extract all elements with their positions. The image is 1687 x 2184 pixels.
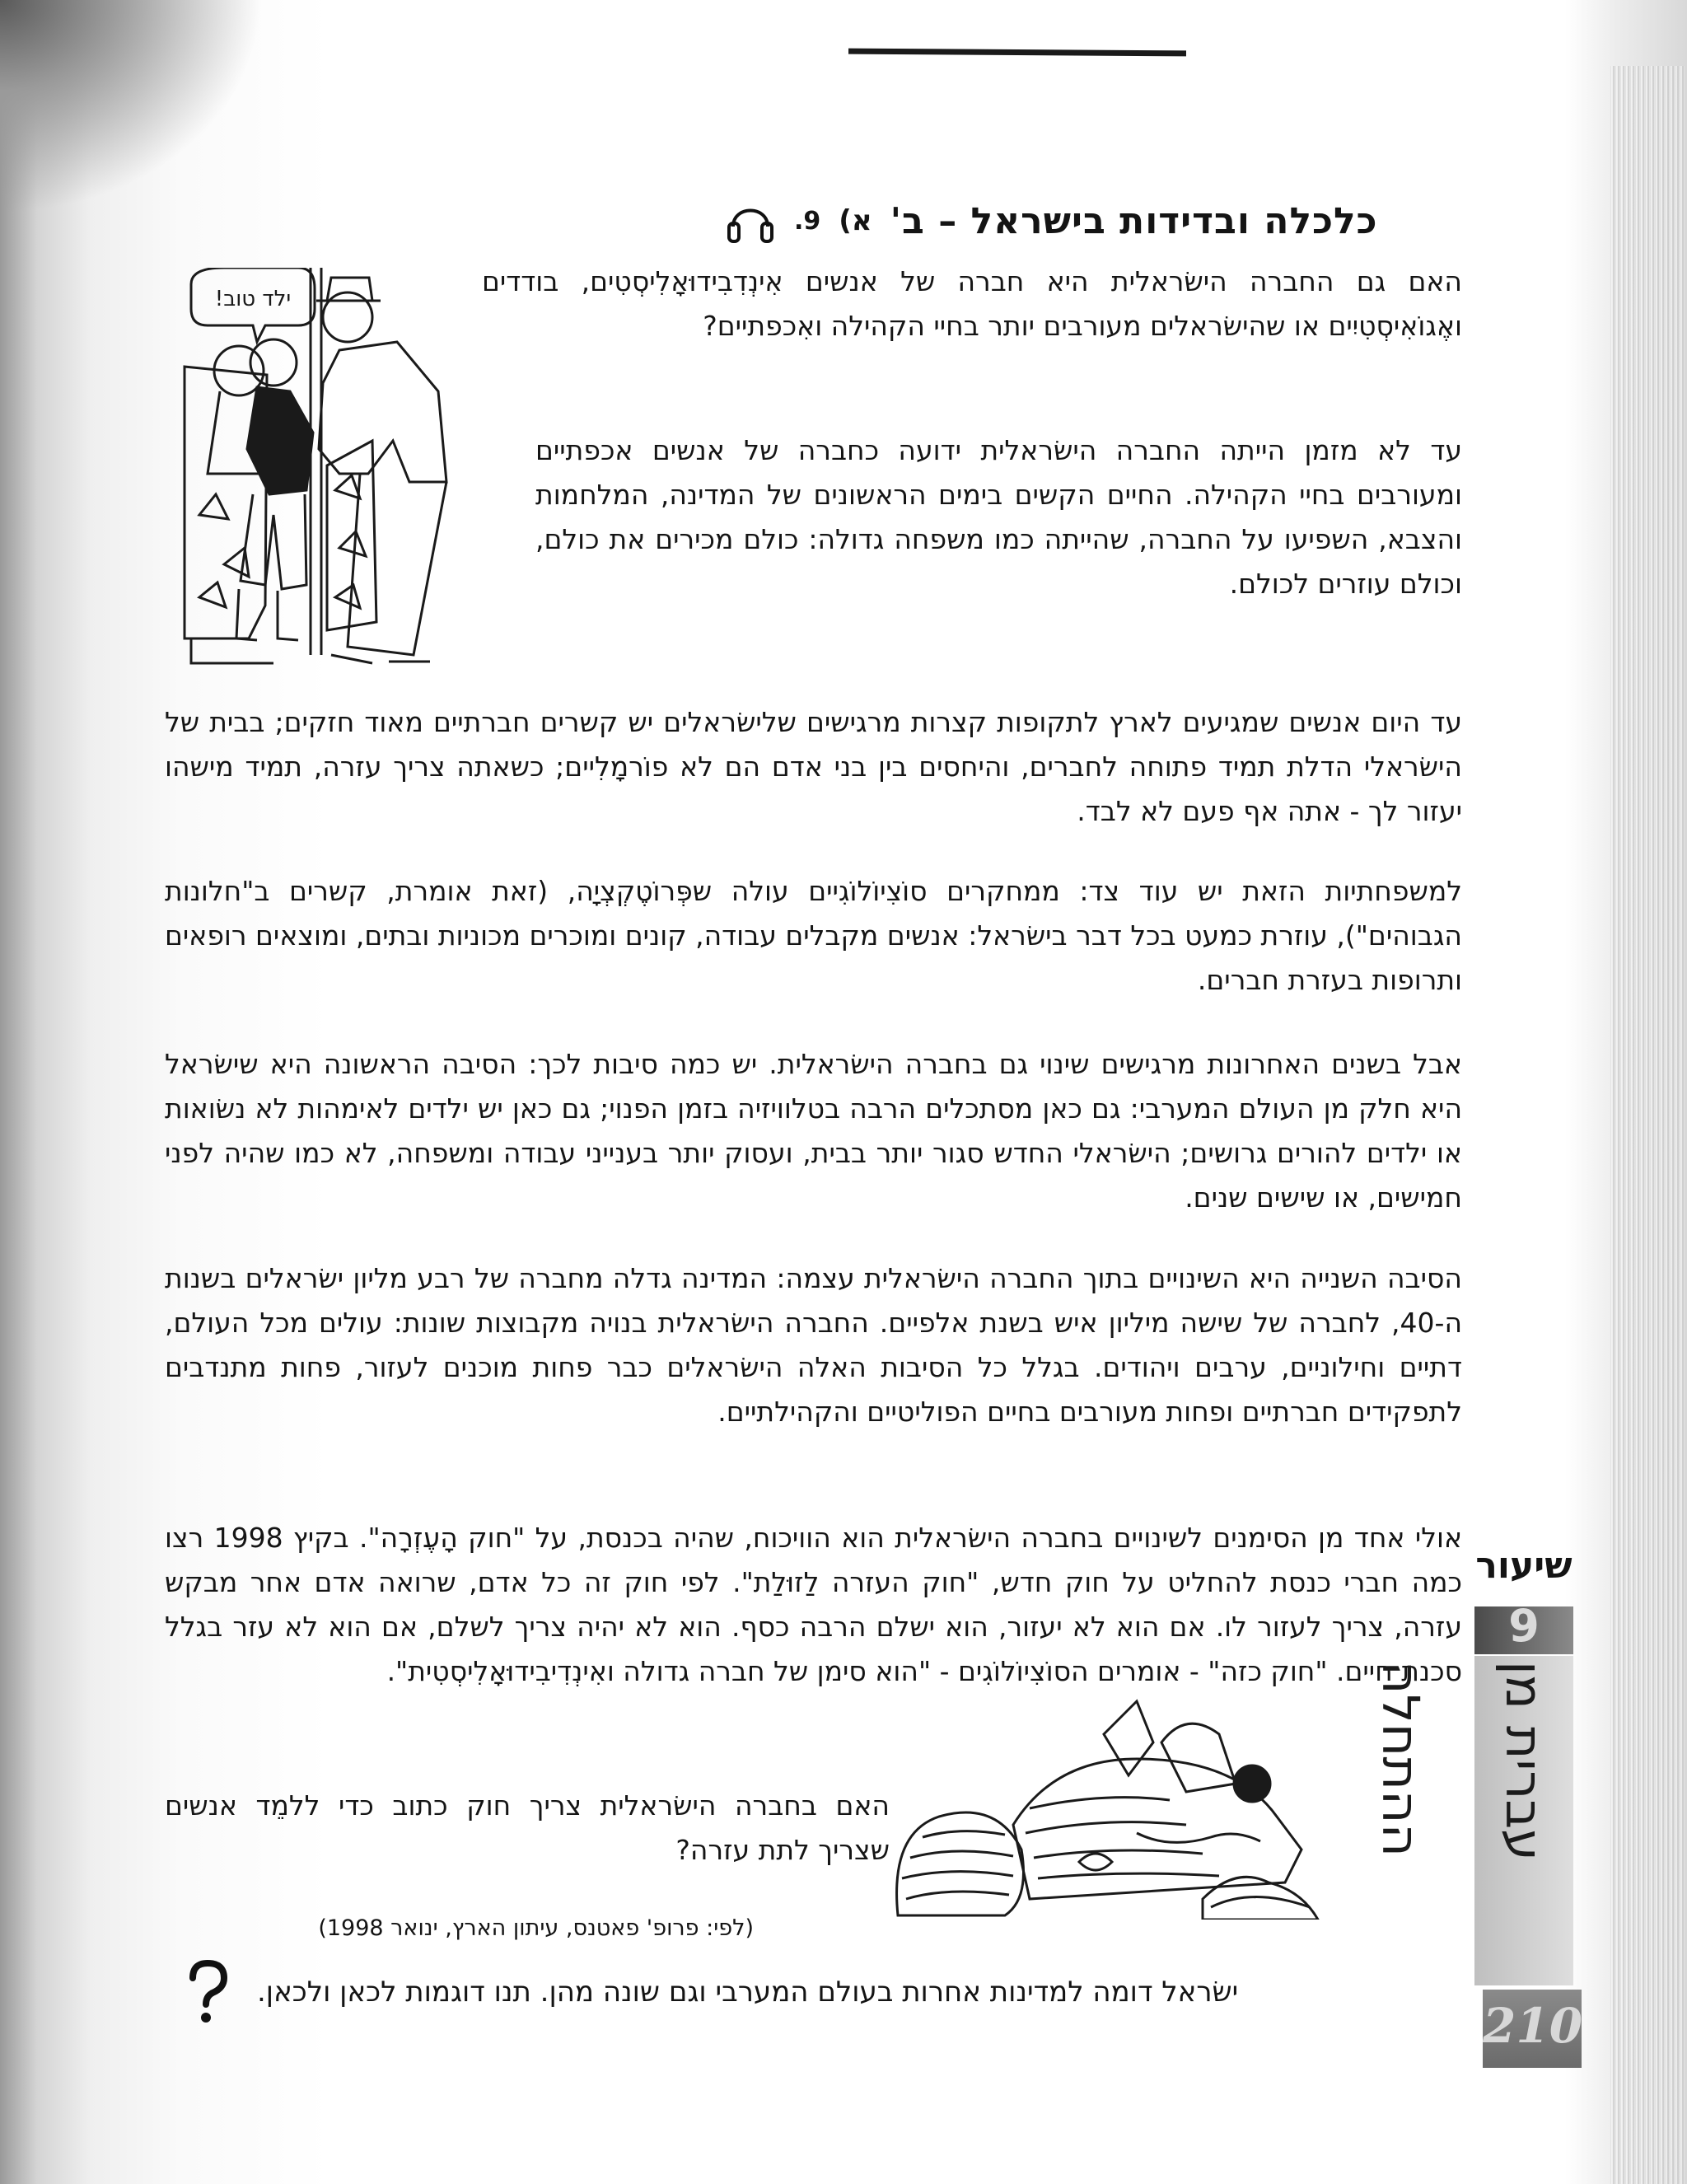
page-title: כלכלה ובדידות בישראל – ב'	[890, 199, 1378, 242]
paragraph-1: האם גם החברה הישׂראלית היא חברה של אנשים אִינְדִבִידוּאָלִיסְטִים, בודדים ואֶגוֹאִיסְטִיִים או שהישׂראלים מעורבים יותר בחיי הקהילה ואִכפתיים?	[482, 265, 1462, 342]
paragraph-5: אבל בשנים האחרונות מרגישים שינוי גם בחברה הישׂראלית. יש כמה סיבות לכך: הסיבה הראשונה היא שישׂראל היא חלק מן העולם המערבי: גם כאן מסתכלים הרבה בטלוויזיה בזמן הפנוי; גם כאן יש ילדים לאימהות לא נשׂואות או ילדים להורים גרושים; הישׂראלי החדש סגור יותר בבית, ועסוק יותר בענייני עבודה ומשפחה, לא כמו שהיה לפני חמישים, או שישים שנים.	[165, 1048, 1462, 1214]
exercise-header	[725, 188, 1466, 254]
headphones-icon	[725, 194, 776, 248]
sidebar-book-title: עברית מן ההתחלה	[1371, 1661, 1554, 1861]
paragraph-3: עד היום אנשים שמגיעים לארץ לתקופות קצרות מרגישים שלישׂראלים יש קשרים חברתיים מאוד חזקים; בבית של הישׂראלי הדלת תמיד פתוחה לחברים, והיחסים בין בני אדם הם לא פוֹרמָלִיים; כשאתה צריך עזרה, תמיד מישהו יעזור לך - אתה אף פעם לא לבד.	[165, 706, 1462, 827]
exercise-number: 9.	[794, 206, 821, 236]
source-citation: (לפי: פרופ' פאטנס, עיתון הארץ, ינואר 1998)	[318, 1915, 754, 1941]
question-mark-icon	[181, 1960, 232, 2024]
page-edges	[1610, 66, 1685, 2184]
question-text: ישׂראל דומה למדינות אחרות בעולם המערבי וגם שונה מהן. תנו דוגמות לכאן ולכאן.	[257, 1976, 1239, 2009]
sidebar-lesson-number: 9	[1508, 1600, 1540, 1652]
exercise-part: א)	[839, 204, 872, 237]
paragraph-2: עד לא מזמן הייתה החברה הישׂראלית ידועה כחברה של אנשים אכפתיים ומעורבים בחיי הקהילה. החיים הקשים בימים הראשונים של המדינה, המלחמות והצבא, השפיעו על החברה, שהייתה כמו משפחה גדולה: כולם מכירים את כולם, וכולם עוזרים לכולם.	[535, 434, 1462, 600]
speech-bubble-text: ילד טוב!	[214, 287, 292, 311]
paragraph-7: אולי אחד מן הסימנים לשינויים בחברה הישׂראלית הוא הוויכוח, שהיה בכנסת, על "חוק הָעֶזְרָה". בקיץ 1998 רצו כמה חברי כנסת להחליט על חוק חדש, "חוק העזרה לַזוּלַת". לפי חוק זה כל אדם, שרואה אדם אחר מבקש עזרה, צריך לעזור לו. אם הוא לא יעזור, הוא ישלם הרבה כסף. הוא לא יהיה צריך לשלם, אם הוא לא עזר בגלל סכנת חיים. "חוק כזה" - אומרים הסוֹצִיוֹלוֹגִים - "הוא סימן של חברה גדולה ואִינְדִיבִידוּאָלִיסְטִית".	[165, 1522, 1463, 1687]
paragraph-8: האם בחברה הישׂראלית צריך חוק כתוב כדי ללמֵד אנשים שצריך לתת עזרה?	[165, 1789, 890, 1866]
sidebar-lesson-label: שיעור	[1475, 1545, 1573, 1587]
discussion-question	[181, 1959, 1409, 2025]
paragraph-4: למשפחתיות הזאת יש עוד צד: ממחקרים סוֹצִיוֹלוֹגִיים עולה שפְּרוֹטֶקְצְיָה, (זאת אומרת, קשרים ב"חלונות הגבוהים"), עוזרת כמעט בכל דבר בישׂראל: אנשים מקבלים עבודה, קונים ומוכרים מכוניות ובתים, ומוצאים רופאים ותרופות בעזרת חברים.	[164, 875, 1462, 996]
sleeping-person-illustration	[890, 1685, 1326, 1920]
paragraph-6: הסיבה השנייה היא השינויים בתוך החברה הישׂראלית עצמה: המדינה גדלה מחברה של רבע מליון ישׂראלים בשנות ה-40, לחברה של שישה מיליון איש בשנת אלפיים. החברה הישׂראלית בנויה מקבוצות שונות: עולים מכל העולם, דתיים וחילוניים, ערבים ויהודים. בגלל כל הסיבות האלה הישׂראלים כבר פחות מוכנים לעזור, פחות מתנדבים לתפקידים חברתיים ופחות מעורבים בחיים הפוליטיים והקהילתיים.	[165, 1262, 1462, 1428]
binding-shadow	[0, 0, 264, 214]
bus-illustration	[175, 268, 530, 676]
page-number: 210	[1483, 1998, 1583, 2054]
